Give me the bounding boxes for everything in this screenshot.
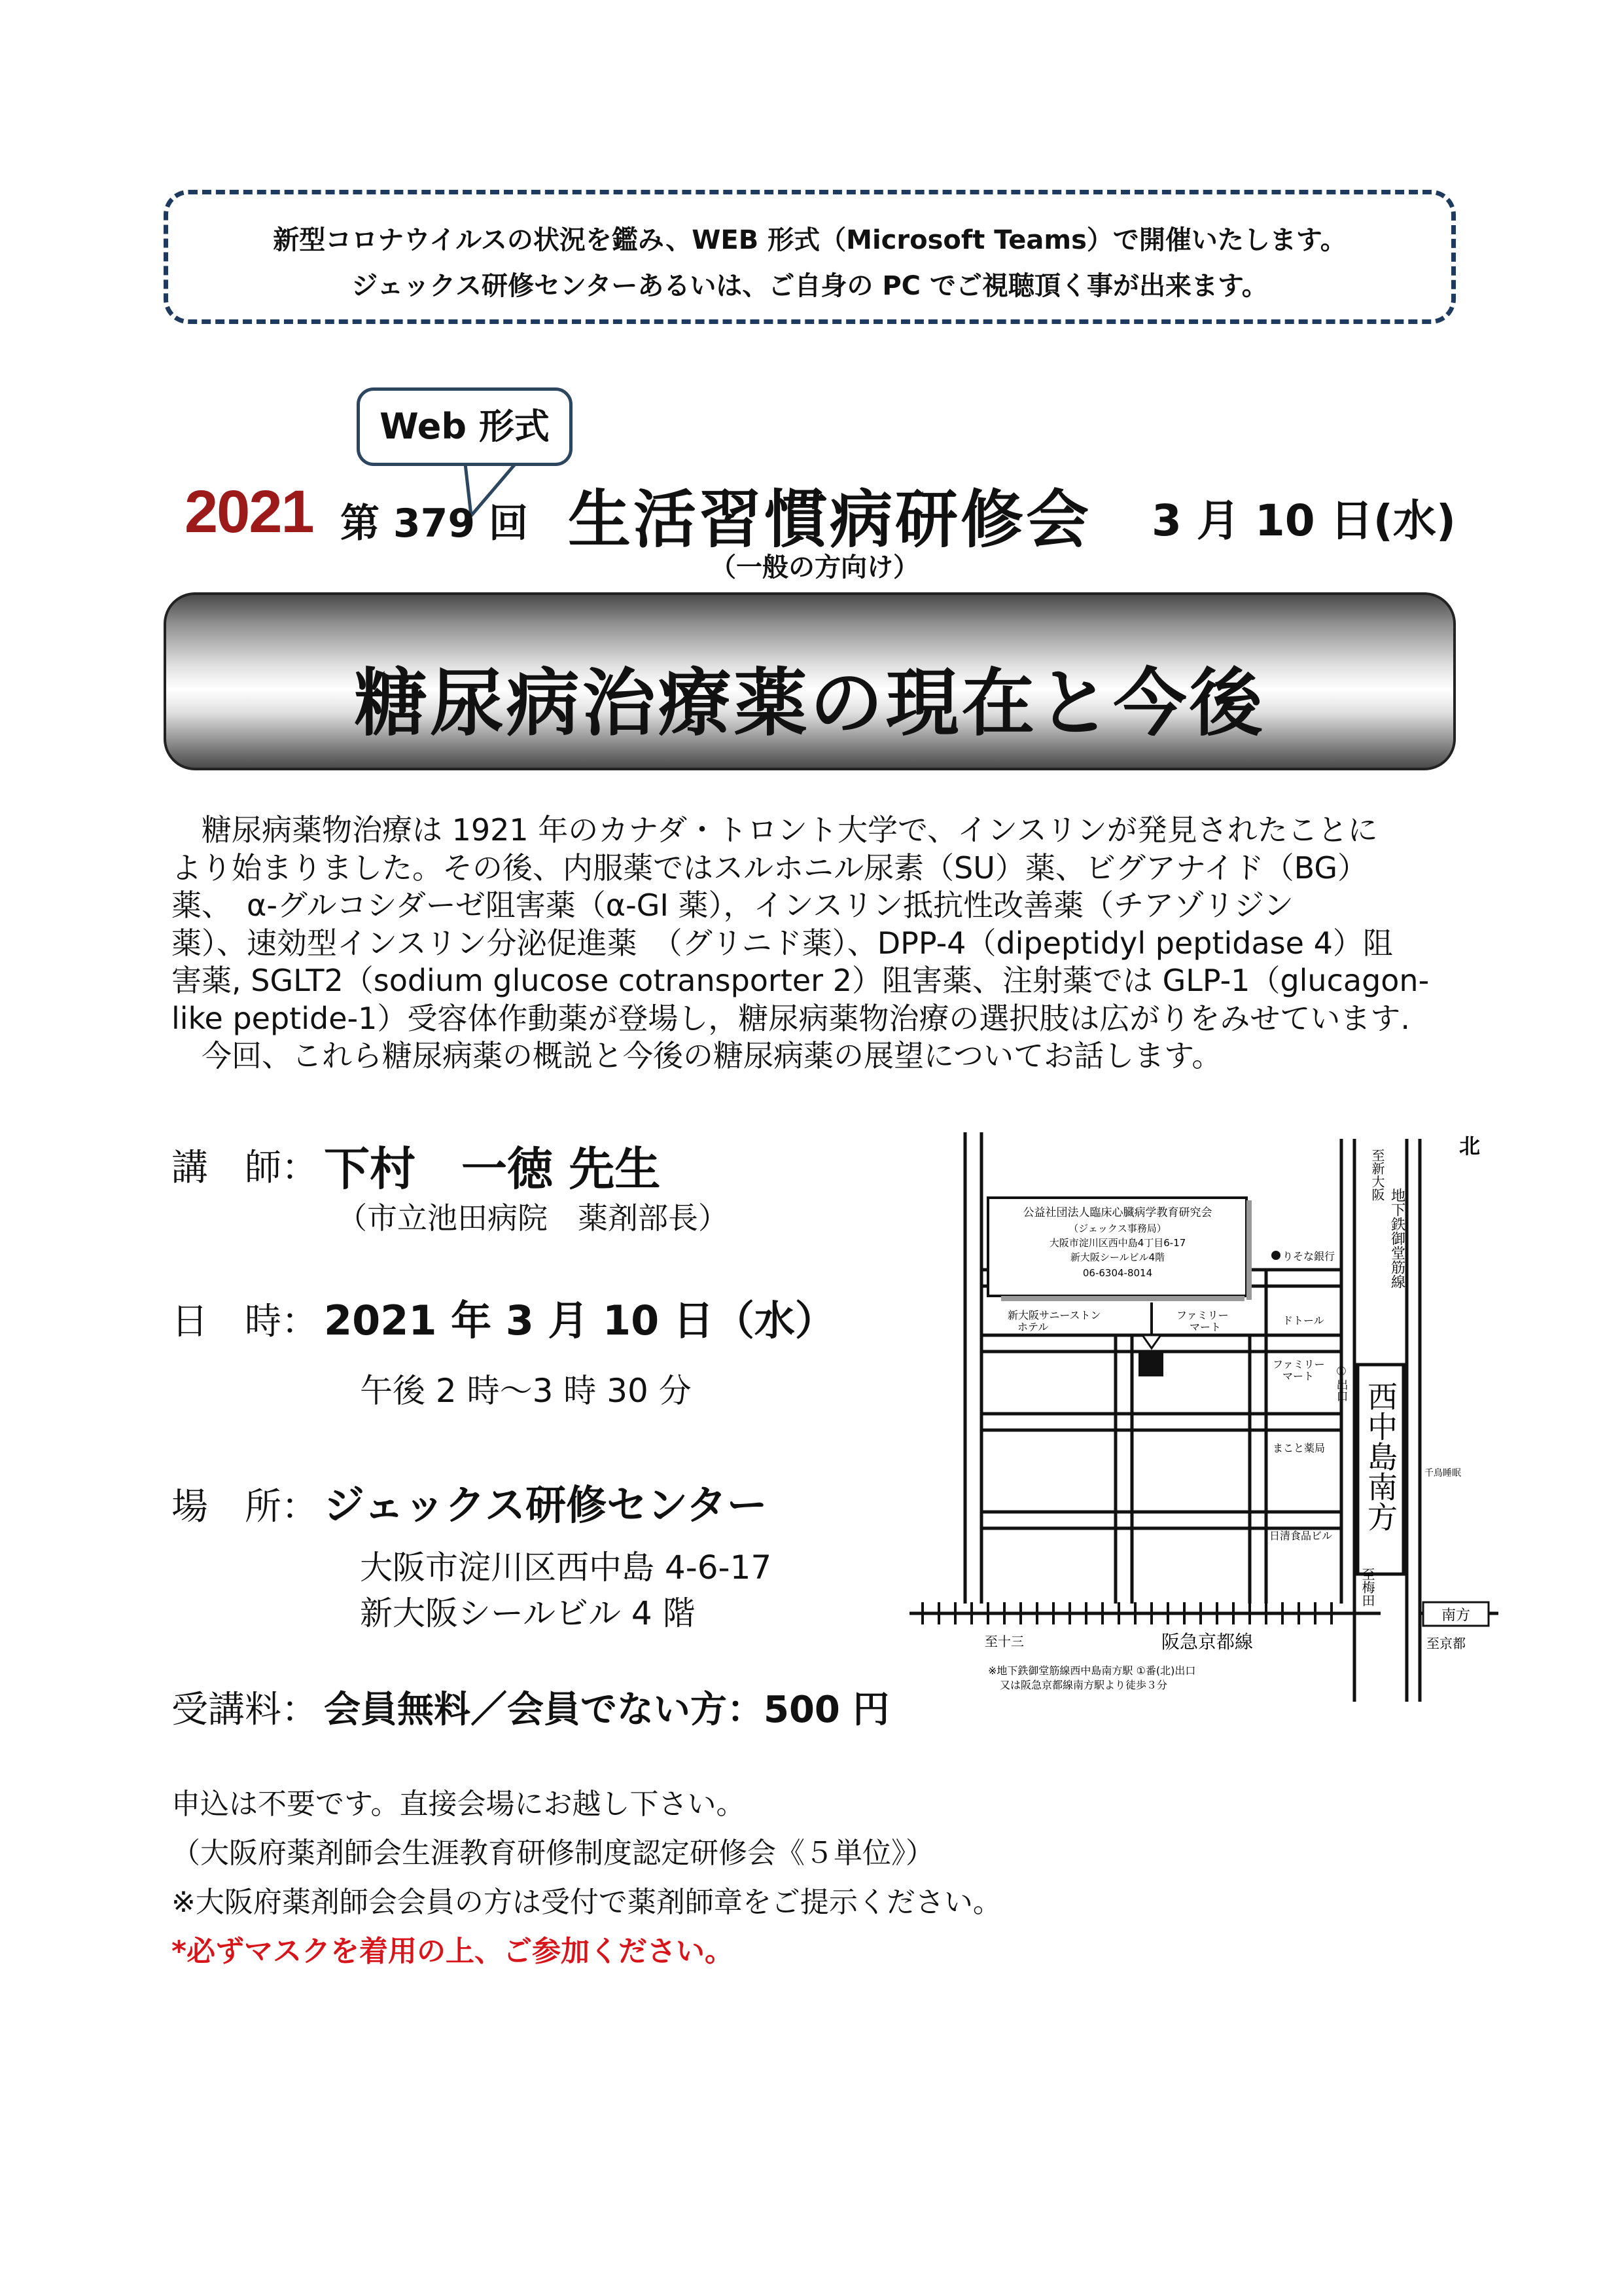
map-senri: 千鳥睡眠 xyxy=(1424,1468,1461,1479)
map-north: 北 xyxy=(1459,1134,1481,1158)
map-risona: りそな銀行 xyxy=(1282,1250,1335,1263)
venue-label: 場 所： xyxy=(171,1486,318,1528)
event-time: 午後 2 時～3 時 30 分 xyxy=(360,1372,692,1410)
map-org-phone: 06-6304-8014 xyxy=(1082,1267,1153,1279)
venue-marker xyxy=(1139,1352,1163,1376)
map-to-shin-osaka: 至新大阪 xyxy=(1369,1149,1385,1201)
notice-line-2: ジェックス研修センターあるいは、ご自身の PC でご視聴頂く事が出来ます。 xyxy=(351,271,1268,301)
map-exit: ①出口 xyxy=(1334,1365,1349,1402)
intro-line: 薬）、速効型インスリン分泌促進薬 （グリニド薬）、DPP-4（dipeptidyl peptidase 4）阻 xyxy=(171,925,1393,961)
map-family-mart-1b: マート xyxy=(1190,1321,1222,1333)
intro-line: 薬、 α-グルコシダーゼ阻害薬（α-GI 薬），インスリン抵抗性改善薬（チアゾリジン xyxy=(171,888,1294,923)
venue-address-2: 新大阪シールビル 4 階 xyxy=(360,1594,696,1632)
access-map xyxy=(909,1119,1498,1702)
venue-name: ジェックス研修センター xyxy=(324,1481,768,1529)
map-family-mart-2: ファミリー xyxy=(1273,1358,1325,1371)
map-minamikata: 南方 xyxy=(1441,1607,1471,1624)
map-subway-line: 地下鉄御堂筋線 xyxy=(1388,1188,1405,1289)
notice-line-1: 新型コロナウイルスの状況を鑑み、WEB 形式（Microsoft Teams）で開催いたします。 xyxy=(273,225,1347,255)
intro-line: like peptide-1）受容体作動薬が登場し，糖尿病薬物治療の選択肢は広がりをみせています. xyxy=(171,1000,1410,1036)
map-org-sub: （ジェックス事務局） xyxy=(1068,1223,1167,1234)
map-to-umeda: 至梅田 xyxy=(1360,1568,1375,1607)
map-family-mart-1: ファミリー xyxy=(1176,1309,1229,1321)
map-to-jusou: 至十三 xyxy=(985,1634,1024,1649)
datetime-label: 日 時： xyxy=(171,1300,318,1343)
map-doutor: ドトール xyxy=(1282,1314,1324,1327)
session-number: 第 379 回 xyxy=(340,501,529,547)
series-title: 生活習慣病研修会 xyxy=(568,483,1091,556)
web-format-badge: Web 形式 xyxy=(357,387,573,466)
note-mask: *必ずマスクを着用の上、ご参加ください。 xyxy=(171,1935,734,1968)
map-org-address: 大阪市淀川区西中島4丁目6-17 xyxy=(1049,1237,1186,1249)
map-hotel: 新大阪サニーストン xyxy=(1008,1309,1101,1321)
map-footnote-1: ※地下鉄御堂筋線西中島南方駅 ①番(北)出口 xyxy=(988,1664,1196,1677)
lecturer-label: 講 師： xyxy=(171,1147,318,1189)
fee-value: 会員無料／会員でない方：500 円 xyxy=(324,1689,890,1731)
lecture-title: 糖尿病治療薬の現在と今後 xyxy=(354,661,1265,746)
map-station: 西中島南方 xyxy=(1363,1381,1398,1532)
intro-line: 今回、これら糖尿病薬の概説と今後の糖尿病薬の展望についてお話します。 xyxy=(171,1038,1222,1073)
map-hotel-2: ホテル xyxy=(1017,1321,1049,1333)
fee-label: 受講料： xyxy=(171,1689,318,1731)
map-org-building: 新大阪シールビル4階 xyxy=(1070,1251,1165,1263)
note-registration: 申込は不要です。直接会場にお越し下さい。 xyxy=(171,1787,745,1821)
map-footnote-2: 又は阪急京都線南方駅より徒歩３分 xyxy=(1000,1679,1168,1691)
header-date: 3 月 10 日(水) xyxy=(1152,495,1456,546)
map-makoto: まこと薬局 xyxy=(1273,1442,1326,1454)
audience-note: （一般の方向け） xyxy=(710,552,919,583)
map-hankyu-line: 阪急京都線 xyxy=(1161,1631,1254,1653)
intro-line: 害薬, SGLT2（sodium glucose cotransporter 2）阻害薬、注射薬では GLP-1（glucagon- xyxy=(171,963,1430,998)
lecturer-name: 下村 一徳 先生 xyxy=(324,1142,661,1196)
map-nissin: 日清食品ビル xyxy=(1269,1530,1333,1542)
note-credits: （大阪府薬剤師会生涯教育研修制度認定研修会《５単位》） xyxy=(171,1837,934,1870)
intro-paragraph xyxy=(171,812,1454,1075)
map-family-mart-2b: マート xyxy=(1282,1370,1315,1382)
venue-address-1: 大阪市淀川区西中島 4-6-17 xyxy=(360,1549,772,1587)
intro-line: 糖尿病薬物治療は 1921 年のカナダ・トロント大学で、インスリンが発見されたことに xyxy=(171,812,1378,848)
event-year: 2021 xyxy=(185,478,313,545)
note-badge: ※大阪府薬剤師会会員の方は受付で薬剤師章をご提示ください。 xyxy=(171,1886,1002,1919)
lecturer-affiliation: （市立池田病院 薬剤部長） xyxy=(337,1200,728,1236)
notice-box xyxy=(164,190,1456,324)
map-to-kyoto: 至京都 xyxy=(1426,1636,1466,1651)
map-org-name: 公益社団法人臨床心臓病学教育研究会 xyxy=(1023,1206,1212,1219)
event-date: 2021 年 3 月 10 日（水） xyxy=(324,1297,836,1344)
intro-line: より始まりました。その後、内服薬ではスルホニル尿素（SU）薬、ビグアナイド（BG） xyxy=(171,850,1368,886)
